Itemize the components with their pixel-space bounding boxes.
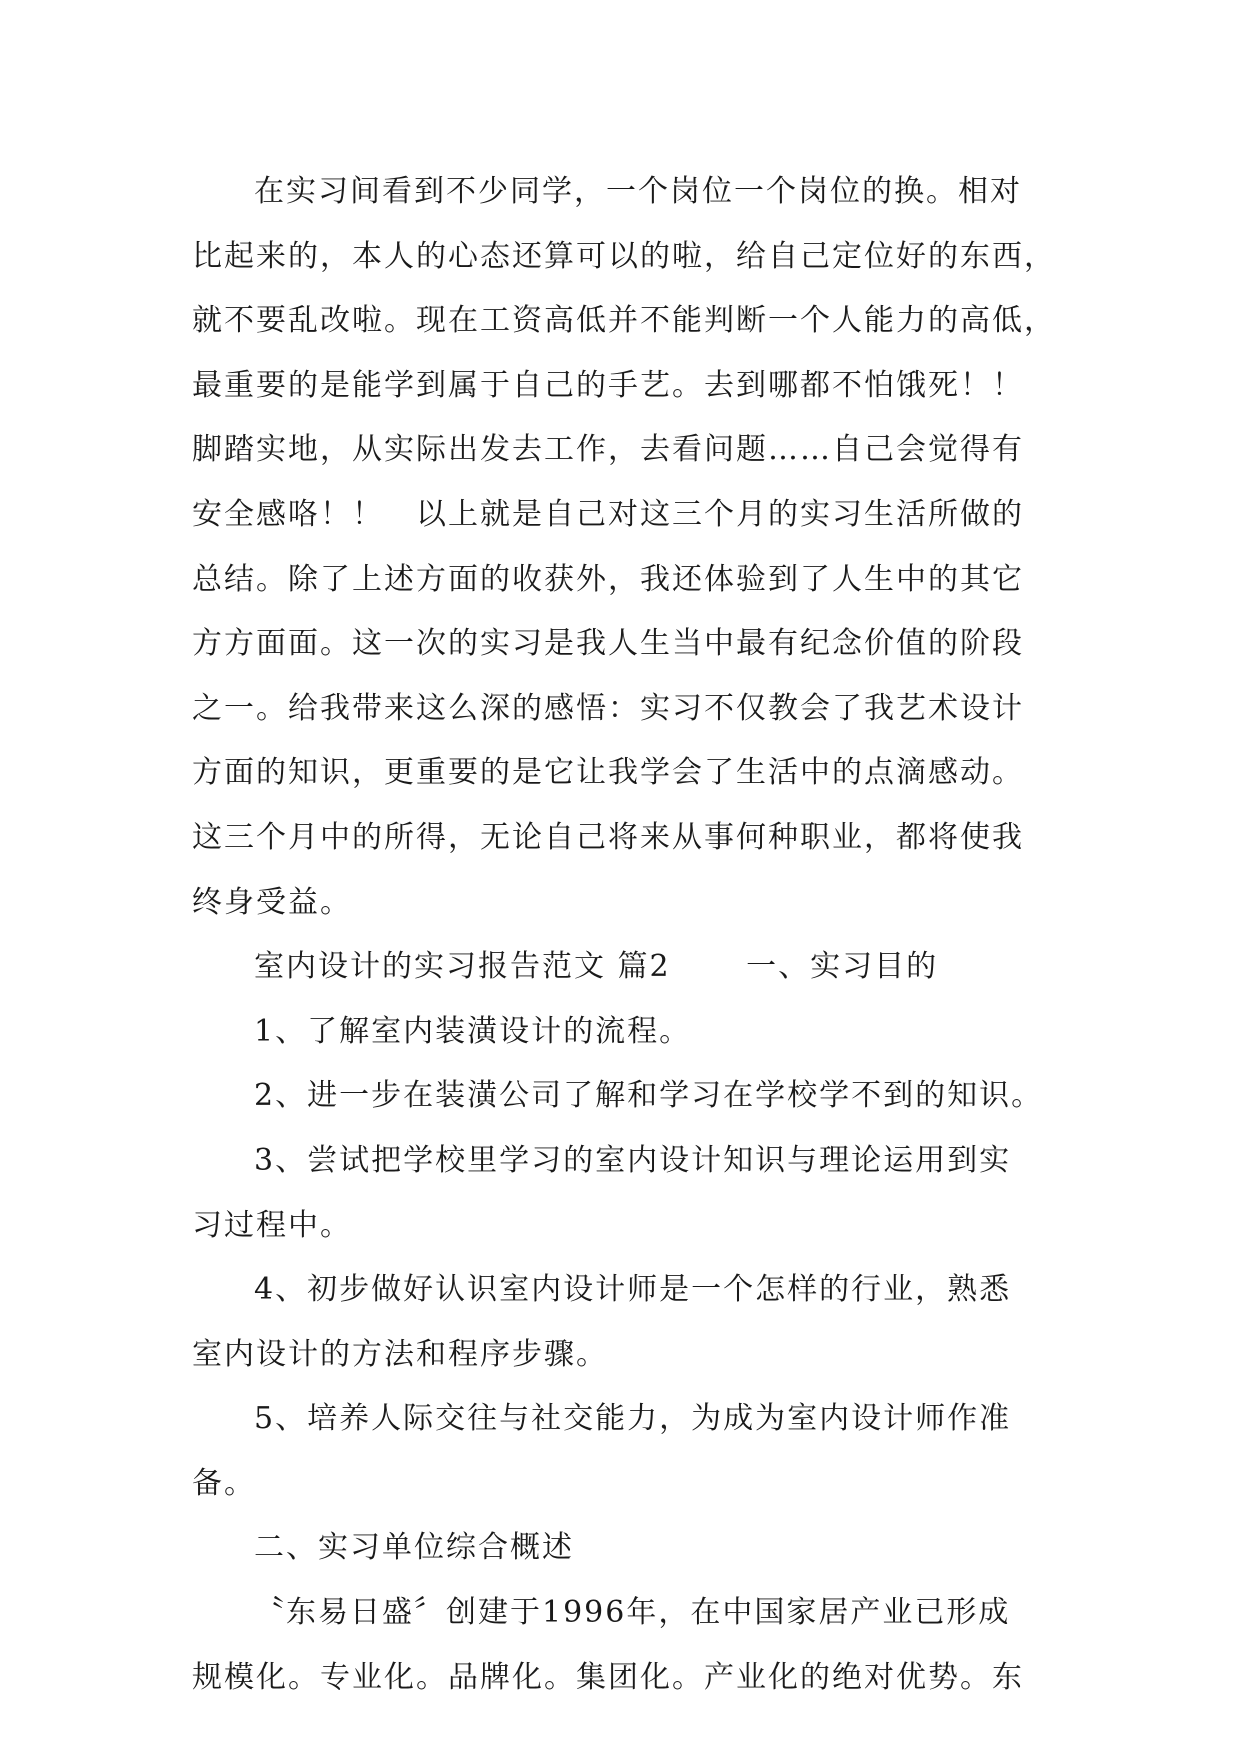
text-line: 方面的知识，更重要的是它让我学会了生活中的点滴感动。 [192, 755, 1024, 791]
text-line: 规模化。专业化。品牌化。集团化。产业化的绝对优势。东 [192, 1659, 1024, 1695]
body-text [192, 160, 1092, 1710]
text-line: 3、尝试把学校里学习的室内设计知识与理论运用到实 [254, 1142, 1012, 1178]
text-line: 〝东易日盛〞创建于1996年，在中国家居产业已形成 [254, 1595, 1011, 1631]
text-line: 2、进一步在装潢公司了解和学习在学校学不到的知识。 [254, 1078, 1044, 1114]
text-line: 5、培养人际交往与社交能力，为成为室内设计师作准 [254, 1401, 1012, 1437]
text-line: 安全感咯！！ 以上就是自己对这三个月的实习生活所做的 [192, 496, 1024, 532]
text-line: 在实习间看到不少同学，一个岗位一个岗位的换。相对 [254, 174, 1022, 209]
text-line: 方方面面。这一次的实习是我人生当中最有纪念价值的阶段 [192, 626, 1024, 662]
text-line: 习过程中。 [192, 1207, 352, 1243]
text-line: 4、初步做好认识室内设计师是一个怎样的行业，熟悉 [254, 1272, 1012, 1308]
text-line: 比起来的，本人的心态还算可以的啦，给自己定位好的东西， [192, 238, 1056, 274]
text-line: 备。 [192, 1465, 256, 1501]
text-line: 1、了解室内装潢设计的流程。 [254, 1013, 692, 1049]
text-line: 就不要乱改啦。现在工资高低并不能判断一个人能力的高低， [192, 303, 1056, 339]
text-line: 之一。给我带来这么深的感悟：实习不仅教会了我艺术设计 [192, 690, 1024, 726]
text-line: 这三个月中的所得，无论自己将来从事何种职业，都将使我 [192, 819, 1024, 855]
text-line: 二、实习单位综合概述 [254, 1530, 574, 1566]
text-line: 总结。除了上述方面的收获外，我还体验到了人生中的其它 [192, 561, 1024, 597]
text-line: 终身受益。 [192, 884, 352, 920]
text-line: 脚踏实地，从实际出发去工作，去看问题……自己会觉得有 [192, 432, 1024, 468]
text-line: 最重要的是能学到属于自己的手艺。去到哪都不怕饿死！！ [192, 367, 1024, 403]
text-line: 室内设计的实习报告范文 篇2 一、实习目的 [254, 949, 939, 985]
text-line: 室内设计的方法和程序步骤。 [192, 1336, 608, 1372]
